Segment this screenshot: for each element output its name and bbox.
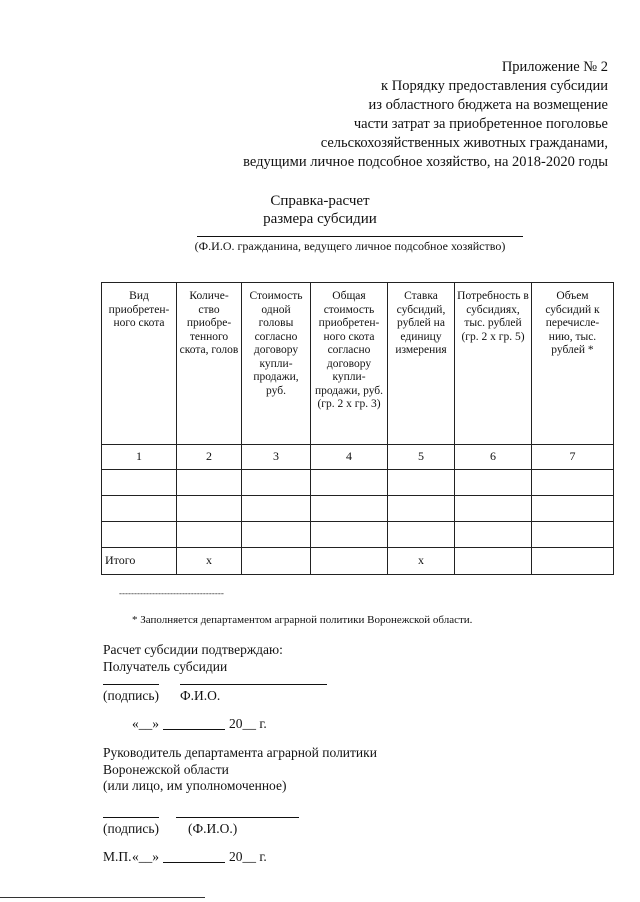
header-line: Приложение № 2 (501, 59, 608, 75)
column-number: 2 (177, 445, 242, 470)
header-line: сельскохозяйственных животных гражданами, (320, 135, 608, 151)
total-label: Итого (102, 548, 177, 575)
date-day: «__» (132, 849, 159, 864)
total-cell (311, 548, 388, 575)
fio-caption: (Ф.И.О. гражданина, ведущего личное подсобное хозяйство) (194, 239, 506, 253)
head-title: Руководитель департамента аграрной политики (103, 745, 377, 760)
column-header: Общая стоимость приобретен-ного скота согласно договору купли-продажи, руб. (гр. 2 х гр. 3) (311, 283, 388, 445)
header-line: ведущими личное подсобное хозяйство, на 2018-2020 годы (243, 154, 608, 170)
table-cell (177, 496, 242, 522)
fio-caption: Ф.И.О. (180, 688, 221, 703)
table-cell (242, 522, 311, 548)
column-number: 3 (242, 445, 311, 470)
date-month-line (163, 862, 225, 863)
fio-line (180, 684, 327, 685)
column-number-row (102, 445, 614, 470)
table-cell (388, 522, 455, 548)
table-cell (388, 470, 455, 496)
appendix-header (188, 58, 608, 172)
table-cell (311, 522, 388, 548)
column-header: Вид приобретен-ного скота (102, 283, 177, 445)
head-authorized: (или лицо, им уполномоченное) (103, 778, 287, 793)
fio-line (176, 817, 299, 818)
page-bottom-rule (0, 897, 205, 898)
table-cell (388, 496, 455, 522)
total-cell: х (388, 548, 455, 575)
table-row (102, 496, 614, 522)
header-line: части затрат за приобретенное поголовье (353, 116, 608, 132)
table-cell (455, 522, 532, 548)
column-number: 5 (388, 445, 455, 470)
column-header: Количе-ство приобре-тенного скота, голов (177, 283, 242, 445)
date-year: 20__ г. (229, 716, 267, 731)
table-row (102, 522, 614, 548)
total-cell: х (177, 548, 242, 575)
table-cell (177, 522, 242, 548)
column-number: 6 (455, 445, 532, 470)
total-row (102, 548, 614, 575)
header-line: из областного бюджета на возмещение (368, 97, 608, 113)
signature-line (103, 684, 159, 685)
signature-caption: (подпись) (103, 821, 160, 836)
date-day: «__» (132, 716, 159, 731)
table-cell (311, 496, 388, 522)
recipient-label: Получатель субсидии (103, 659, 228, 674)
fio-fill-line (197, 236, 523, 237)
table-cell (455, 470, 532, 496)
signature-line (103, 817, 159, 818)
signature-caption: (подпись) (103, 688, 160, 703)
column-header: Стоимость одной головы согласно договору купли-продажи, руб. (242, 283, 311, 445)
head-region: Воронежской области (103, 762, 229, 777)
stamp-place: М.П. (103, 849, 132, 864)
table-cell (532, 522, 614, 548)
column-header: Ставка субсидий, рублей на единицу измерения (388, 283, 455, 445)
confirm-heading: Расчет субсидии подтверждаю: (103, 642, 283, 657)
table-cell (177, 470, 242, 496)
date-year: 20__ г. (229, 849, 267, 864)
column-number: 7 (532, 445, 614, 470)
table-cell (455, 496, 532, 522)
column-header: Потребность в субсидиях, тыс. рублей (гр. 2 х гр. 5) (455, 283, 532, 445)
document-title: Справка-расчет (270, 193, 370, 209)
total-cell (532, 548, 614, 575)
table-cell (102, 522, 177, 548)
table-cell (532, 496, 614, 522)
table-cell (532, 470, 614, 496)
header-line: к Порядку предоставления субсидии (381, 78, 608, 94)
footnote-separator: ----------------------------------- (119, 588, 224, 598)
table-cell (102, 470, 177, 496)
date-month-line (163, 729, 225, 730)
fio-caption: (Ф.И.О.) (188, 821, 238, 836)
column-number: 1 (102, 445, 177, 470)
total-cell (242, 548, 311, 575)
footnote: * Заполняется департаментом аграрной политики Воронежской области. (132, 614, 473, 626)
subsidy-table (101, 282, 614, 575)
column-header: Объем субсидий к перечисле-нию, тыс. рублей * (532, 283, 614, 445)
column-number: 4 (311, 445, 388, 470)
table-cell (242, 470, 311, 496)
table-cell (311, 470, 388, 496)
total-cell (455, 548, 532, 575)
table-cell (242, 496, 311, 522)
table-cell (102, 496, 177, 522)
document-subtitle: размера субсидии (263, 211, 377, 227)
table-header-row (102, 283, 614, 445)
table-row (102, 470, 614, 496)
